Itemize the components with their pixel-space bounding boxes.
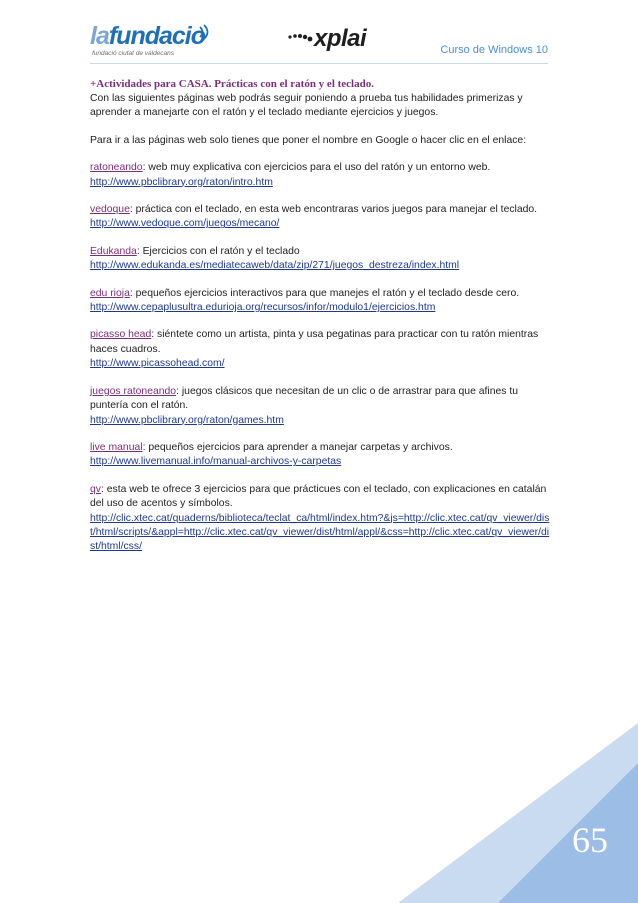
xplai-logo xyxy=(288,26,378,54)
resource-item-ratoneando xyxy=(90,161,550,190)
resource-description: : esta web te ofrece 3 ejercicios para que prácticues con el teclado, con explicaciones en catalán del uso de acentos y símbolos. xyxy=(90,483,547,510)
resource-description: : Ejercicios con el ratón y el teclado xyxy=(136,245,300,257)
resource-item-picasso-head xyxy=(90,328,550,371)
resource-link[interactable]: http://www.edukanda.es/mediatecaweb/data/zip/271/juegos_destreza/index.html xyxy=(90,260,460,272)
resource-description: : siéntete como un artista, pinta y usa pegatinas para practicar con tu ratón mientras haces cuadros. xyxy=(90,329,539,355)
logo-fundacio-text: fundacio xyxy=(108,22,206,50)
resource-label[interactable]: edu rioja xyxy=(90,287,130,299)
intro-paragraph: Con las siguientes páginas web podrás seguir poniendo a prueba tus habilidades primerizas y aprender a manejarte con el ratón y el teclado mediante ejercicios y juegos. xyxy=(90,93,523,119)
resource-label[interactable]: live manual xyxy=(90,441,143,453)
resource-label[interactable]: vedoque xyxy=(90,204,130,216)
resource-description: : práctica con el teclado, en esta web encontraras varios juegos para manejar el teclado. xyxy=(129,204,538,216)
logo-la-text: la xyxy=(90,22,109,50)
resource-item-qv xyxy=(90,483,550,555)
instructions-paragraph: Para ir a las páginas web solo tienes que poner el nombre en Google o hacer clic en el enlace: xyxy=(90,134,527,146)
signal-waves-icon xyxy=(198,24,212,40)
resource-link[interactable]: http://www.pbclibrary.org/raton/intro.htm xyxy=(90,176,273,188)
resource-label[interactable]: picasso head xyxy=(90,329,152,341)
resource-description: : pequeños ejercicios interactivos para que manejes el ratón y el teclado desde cero. xyxy=(129,287,520,299)
resource-link[interactable]: http://www.cepaplusultra.edurioja.org/recursos/infor/modulo1/ejercicios.htm xyxy=(90,302,436,314)
resource-label[interactable]: ratoneando xyxy=(90,162,143,174)
resource-item-edukanda xyxy=(90,245,550,274)
resource-label[interactable]: juegos ratoneando xyxy=(90,385,177,397)
resource-link[interactable]: http://www.livemanual.info/manual-archivos-y-carpetas xyxy=(90,456,342,468)
resource-item-vedoque xyxy=(90,203,550,232)
course-title: Curso de Windows 10 xyxy=(440,44,548,56)
resource-item-juegos-ratoneando xyxy=(90,385,550,428)
page-number: 65 xyxy=(572,820,608,860)
resource-item-live-manual xyxy=(90,441,550,470)
resource-description: : web muy explicativa con ejercicios para el uso del ratón y un entorno web. xyxy=(142,162,491,174)
resource-link[interactable]: http://www.vedoque.com/juegos/mecano/ xyxy=(90,218,280,230)
resource-item-edu-rioja xyxy=(90,287,550,316)
section-title: +Actividades para CASA. Prácticas con el ratón y el teclado. xyxy=(90,78,374,90)
resource-link[interactable]: http://www.picassohead.com/ xyxy=(90,358,225,370)
resource-label[interactable]: Edukanda xyxy=(90,245,137,257)
logo-xplai-text: xplai xyxy=(314,25,367,52)
resource-description: : juegos clásicos que necesitan de un clic o de arrastrar para que afines tu puntería con el ratón. xyxy=(90,385,519,412)
corner-decoration xyxy=(398,723,638,903)
document-body xyxy=(90,74,550,555)
dots-icon xyxy=(288,34,314,44)
resource-link[interactable]: http://www.pbclibrary.org/raton/games.htm xyxy=(90,414,284,426)
resource-link[interactable]: http://clic.xtec.cat/quaderns/biblioteca/teclat_ca/html/index.htm?&js=http://clic.xtec.cat/qv_viewer/dist/html/scripts/&appl=http://clic.xtec.cat/qv_viewer/dist/html/appl/&css=http://clic.xtec.cat/qv_viewer/dist/html/css/ xyxy=(90,512,550,553)
logo-tagline: fundació ciutat de valdecans xyxy=(92,50,175,57)
resource-description: : pequeños ejercicios para aprender a manejar carpetas y archivos. xyxy=(142,441,453,453)
header-divider xyxy=(90,63,548,64)
resource-label[interactable]: qv xyxy=(90,483,101,495)
lafundacio-logo xyxy=(90,22,215,60)
